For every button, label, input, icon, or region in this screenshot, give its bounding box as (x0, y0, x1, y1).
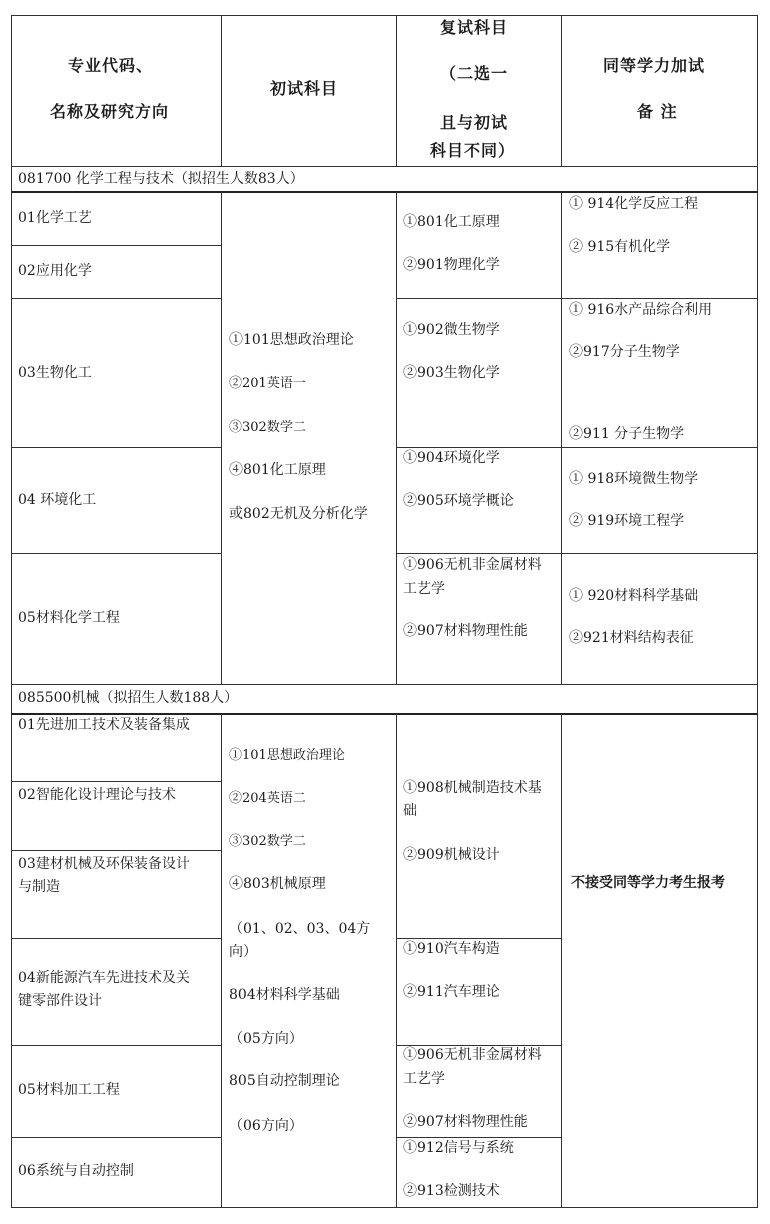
equiv-item: ② 919环境工程学 (569, 513, 685, 529)
header-col2: 初试科目 (270, 79, 339, 98)
direction-item: 01化学工艺 (18, 210, 92, 226)
retest-item: ②903生物化学 (403, 365, 500, 381)
row-sep (11, 245, 221, 246)
prelim-item: ②201英语一 (229, 376, 306, 391)
col-sep (561, 15, 562, 166)
prelim-item: （06方向） (229, 1118, 303, 1134)
header-col4-line2: 备 注 (637, 102, 678, 121)
retest-item: ①801化工原理 (403, 214, 500, 230)
direction-item: 01先进加工技术及装备集成 (18, 717, 190, 733)
table-border-bottom (11, 1207, 758, 1208)
row-sep (11, 781, 221, 782)
prelim-item: ③302数学二 (229, 420, 306, 435)
col-sep (561, 192, 562, 684)
direction-item: 与制造 (18, 879, 60, 895)
header-col3-line2: （二选一 (440, 64, 509, 83)
col-sep (221, 192, 222, 684)
row-sep (396, 447, 758, 448)
retest-item: ②911汽车理论 (403, 984, 500, 1000)
col-sep (396, 714, 397, 1208)
direction-item: 02智能化设计理论与技术 (18, 787, 176, 803)
retest-item: ②901物理化学 (403, 257, 500, 273)
prelim-item: ④803机械原理 (229, 876, 326, 892)
retest-item: ①902微生物学 (403, 322, 500, 338)
section1-bottom (11, 191, 758, 193)
row-sep (11, 850, 221, 851)
equiv-item: ① 916水产品综合利用 (569, 302, 713, 318)
equiv-item: ②911 分子生物学 (569, 426, 685, 442)
retest-item: 工艺学 (403, 581, 445, 597)
col-sep (396, 15, 397, 166)
row-sep (11, 938, 221, 939)
row-sep (396, 553, 758, 554)
retest-item: ②909机械设计 (403, 847, 500, 863)
equiv-item: ① 914化学反应工程 (569, 196, 699, 212)
retest-item: 工艺学 (403, 1071, 445, 1087)
retest-item: 础 (403, 803, 417, 819)
retest-item: ②905环境学概论 (403, 493, 514, 509)
direction-item: 03生物化工 (18, 365, 92, 381)
row-sep (396, 298, 758, 299)
table-border-right (757, 15, 758, 1208)
row-sep (11, 1137, 221, 1138)
header-col1-line1: 专业代码、 (68, 56, 154, 75)
table-border-top (11, 15, 758, 16)
row-sep (11, 447, 221, 448)
row-sep (11, 298, 221, 299)
section2-title: 085500机械（拟招生人数188人） (18, 690, 239, 706)
direction-item: 04新能源汽车先进技术及关 (18, 970, 190, 986)
row-sep (396, 938, 561, 939)
prelim-item: ④801化工原理 (229, 462, 326, 478)
prelim-item: ①101思想政治理论 (229, 332, 354, 348)
direction-item: 04 环境化工 (18, 492, 97, 508)
header-bottom (11, 166, 758, 167)
row-sep (11, 1045, 221, 1046)
equiv-item: ① 918环境微生物学 (569, 471, 699, 487)
prelim-item: ②204英语二 (229, 791, 306, 806)
header-col4-line1: 同等学力加试 (603, 56, 706, 75)
equiv-item: ②917分子生物学 (569, 344, 680, 360)
col-sep (396, 192, 397, 684)
equiv-note: 不接受同等学力考生报考 (571, 875, 725, 891)
prelim-item: 805自动控制理论 (229, 1073, 340, 1089)
col-sep (221, 714, 222, 1208)
col-sep (221, 15, 222, 166)
prelim-item: 向） (229, 944, 257, 960)
section1-end (11, 684, 758, 685)
header-col3-line4: 科目不同） (430, 141, 516, 160)
direction-item: 03建材机械及环保装备设计 (18, 856, 190, 872)
equiv-item: ② 915有机化学 (569, 239, 671, 255)
retest-item: ①904环境化学 (403, 450, 500, 466)
prelim-item: ③302数学二 (229, 834, 306, 849)
retest-item: ②907材料物理性能 (403, 1114, 528, 1130)
retest-item: ①906无机非金属材料 (403, 557, 542, 573)
section1-title: 081700 化学工程与技术（拟招生人数83人） (18, 171, 304, 187)
section2-bottom (11, 713, 758, 715)
header-col1-line2: 名称及研究方向 (50, 102, 170, 121)
direction-item: 05材料加工工程 (18, 1082, 120, 1098)
header-col3-line3: 且与初试 (440, 113, 509, 132)
prelim-item: （01、02、03、04方 (229, 921, 371, 937)
header-col3-line1: 复试科目 (440, 18, 509, 37)
prelim-item: ①101思想政治理论 (229, 748, 345, 763)
direction-item: 05材料化学工程 (18, 610, 120, 626)
retest-item: ②913检测技术 (403, 1183, 500, 1199)
retest-item: ①906无机非金属材料 (403, 1047, 542, 1063)
direction-item: 02应用化学 (18, 263, 92, 279)
row-sep (11, 553, 221, 554)
equiv-item: ① 920材料科学基础 (569, 588, 699, 604)
table-border-left (11, 15, 12, 1208)
prelim-item: （05方向） (229, 1031, 303, 1047)
retest-item: ①908机械制造技术基 (403, 780, 542, 796)
retest-item: ①912信号与系统 (403, 1140, 514, 1156)
prelim-item: 804材料科学基础 (229, 987, 340, 1003)
col-sep (561, 714, 562, 1208)
row-sep (396, 1137, 561, 1138)
direction-item: 键零部件设计 (18, 993, 102, 1009)
direction-item: 06系统与自动控制 (18, 1163, 134, 1179)
prelim-item: 或802无机及分析化学 (229, 506, 368, 522)
retest-item: ①910汽车构造 (403, 941, 500, 957)
retest-item: ②907材料物理性能 (403, 623, 528, 639)
equiv-item: ②921材料结构表征 (569, 630, 694, 646)
